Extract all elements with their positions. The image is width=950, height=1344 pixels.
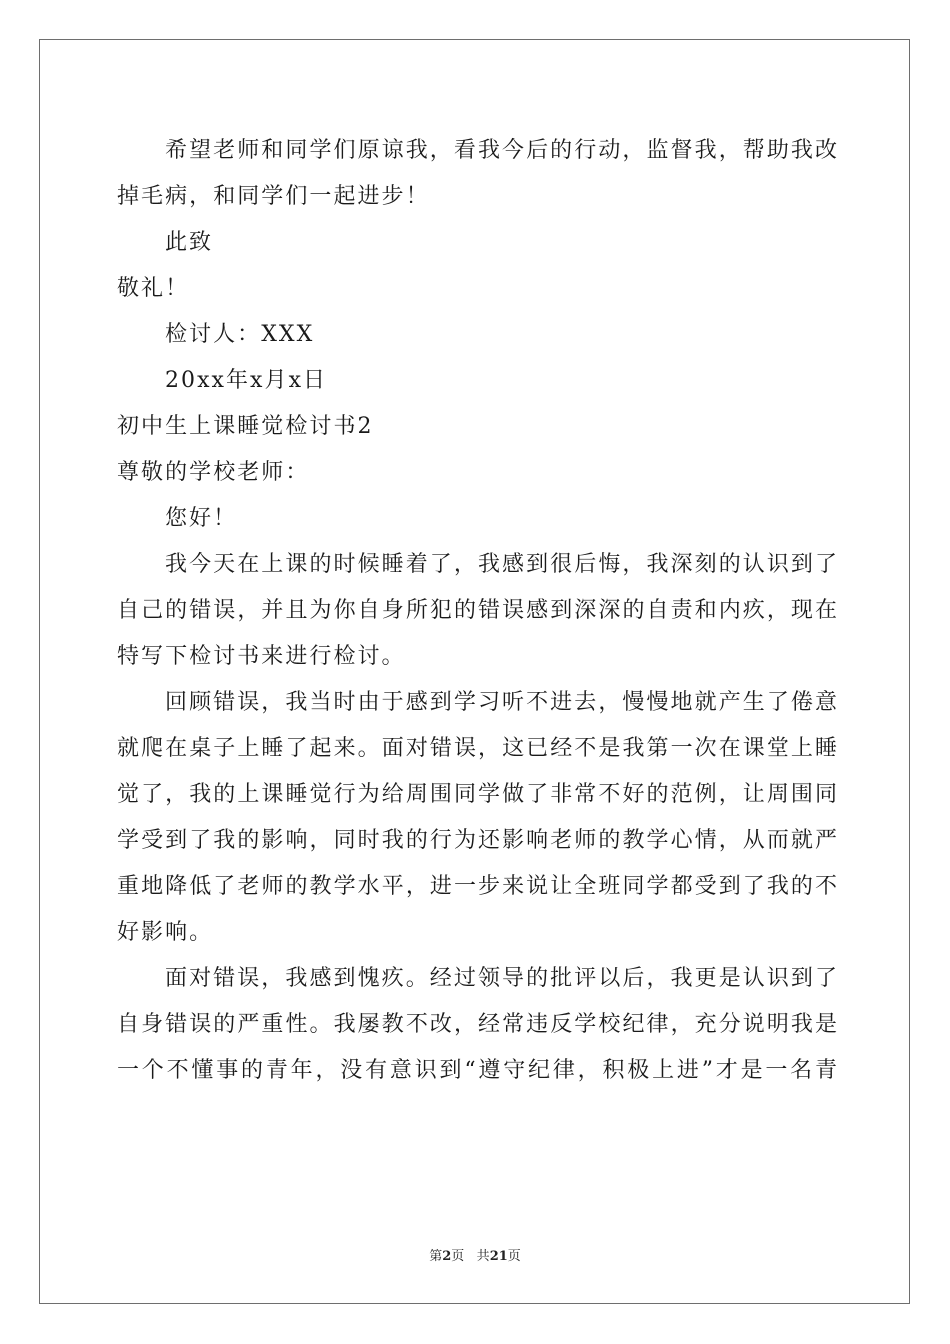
paragraph-line: 重地降低了老师的教学水平，进一步来说让全班同学都受到了我的不 (117, 874, 837, 899)
paragraph-line: 初中生上课睡觉检讨书2 (117, 414, 374, 439)
paragraph-line: 希望老师和同学们原谅我，看我今后的行动，监督我，帮助我改 (165, 138, 837, 163)
paragraph-line: 自身错误的严重性。我屡教不改，经常违反学校纪律，充分说明我是 (117, 1012, 837, 1037)
page-number: 2 (442, 1249, 452, 1264)
paragraph-line: 敬礼！ (117, 276, 190, 301)
total-pages: 21 (489, 1249, 508, 1264)
page-footer (0, 1245, 950, 1264)
paragraph-line: 好影响。 (117, 920, 214, 945)
paragraph-line: 一个不懂事的青年，没有意识到“遵守纪律，积极上进”才是一名青 (117, 1058, 837, 1083)
total-label-prefix: 共 (476, 1249, 490, 1264)
document-body (117, 128, 837, 1094)
page-label-suffix: 页 (451, 1249, 465, 1264)
paragraph-line: 掉毛病，和同学们一起进步！ (117, 184, 430, 209)
page-label-prefix: 第 (429, 1249, 443, 1264)
paragraph-line: 我今天在上课的时候睡着了，我感到很后悔，我深刻的认识到了 (165, 552, 837, 577)
paragraph-line: 此致 (165, 230, 214, 255)
paragraph-line: 学受到了我的影响，同时我的行为还影响老师的教学心情，从而就严 (117, 828, 837, 853)
paragraph-line: 就爬在桌子上睡了起来。面对错误，这已经不是我第一次在课堂上睡 (117, 736, 837, 761)
paragraph-line: 自己的错误，并且为你自身所犯的错误感到深深的自责和内疚，现在 (117, 598, 837, 623)
paragraph-line: 特写下检讨书来进行检讨。 (117, 644, 406, 669)
paragraph-line: 回顾错误，我当时由于感到学习听不进去，慢慢地就产生了倦意 (165, 690, 837, 715)
paragraph-line: 觉了，我的上课睡觉行为给周围同学做了非常不好的范例，让周围同 (117, 782, 837, 807)
paragraph-line: 尊敬的学校老师： (117, 460, 310, 485)
paragraph-line: 您好！ (165, 506, 238, 531)
paragraph-line: 20xx年x月x日 (165, 368, 328, 393)
paragraph-line: 检讨人：XXX (165, 322, 315, 347)
total-label-suffix: 页 (507, 1249, 521, 1264)
paragraph-line: 面对错误，我感到愧疚。经过领导的批评以后，我更是认识到了 (165, 966, 837, 991)
